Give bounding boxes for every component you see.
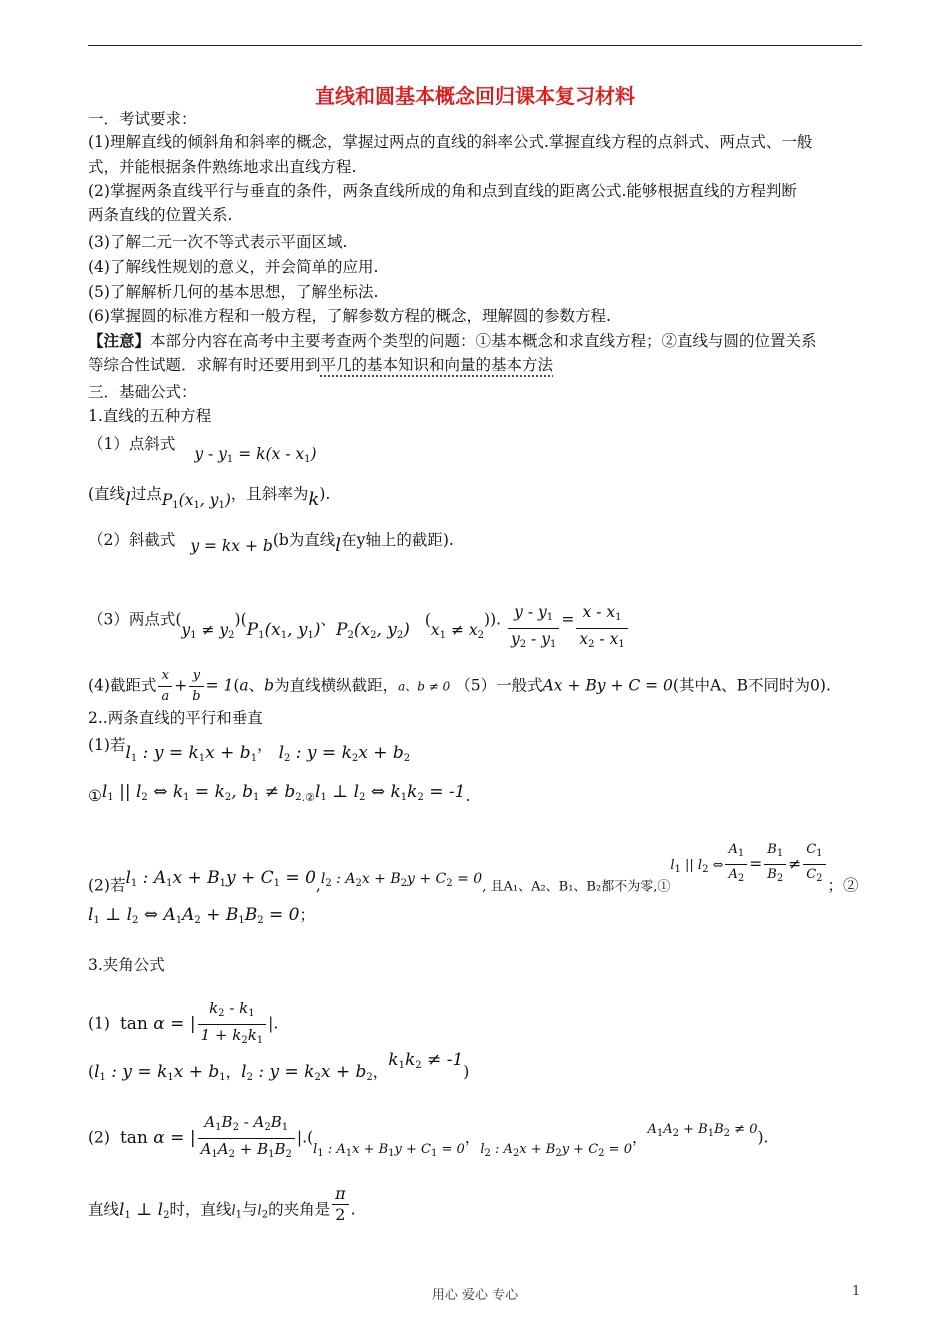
section3-heading: 三．基础公式：	[88, 383, 197, 401]
angle-formula-condition: ($l_1$ : $y = k_1x + b_1$，$l_2$ : $y = k_2x + b_2$，$k_1k_2 \ne -1$)	[88, 1050, 470, 1083]
requirement-line: (5)了解解析几何的基本思想，了解坐标法.	[88, 283, 379, 301]
subsection-title: 1.直线的五种方程	[88, 407, 212, 425]
formula-parallel-ratio: $\frac{A_1}{A_2}$	[725, 840, 747, 889]
formula-angle-general: $\frac{A_1B_2 - A_2B_1}{A_1A_2 + B_1B_2}$	[198, 1112, 295, 1165]
parallel-condition-line: (1)若$l_1$ : $y = k_1x + b_1$， $l_2$ : $y = k_2x + b_2$	[88, 736, 411, 764]
parallel-perpendicular-line: $①l_1$ || $l_2$ ⇔ $k_1 = k_2$, $b_1$ ≠ $b_2.②l_1$ ⊥ $l_2$ ⇔ $k_1k_2 = -1$.	[88, 782, 471, 805]
point-slope-line: （1）点斜式 $y - y_1 = k(x - x_1)$	[88, 435, 317, 465]
perpendicular-general-line: $l_1$ ⊥ $l_2$ ⇔ $A_1A_2 + B_1B_2 = 0$；	[88, 905, 315, 926]
note-line: 【注意】本部分内容在高考中主要考查两个类型的问题：①基本概念和求直线方程；②直线与圆的位置关系	[88, 331, 817, 350]
requirement-line: (3)了解二元一次不等式表示平面区域.	[88, 233, 348, 251]
point-slope-desc: (直线l过点$P_1(x_1$, $y_1$)，且斜率为k).	[88, 485, 331, 511]
requirement-line: 式，并能根据条件熟练地求出直线方程.	[88, 158, 357, 176]
note-label: 【注意】	[88, 331, 151, 350]
formula-pi-over-two: $\frac{\pi}{2}$	[332, 1184, 349, 1225]
section1-heading: 一．考试要求：	[88, 110, 197, 128]
angle-general-line: (2) tan α = | $\frac{A_1B_2 - A_2B_1}{A_1A_2 + B_1B_2}$ $|.(_{l_1 : A_1x + B_1y + C_1 = 0}$，$_{l_2 : A_2x + B_2y + C_2 = 0}$，$^{A_1A_2 + B_1B_2 \ne 0}$).	[88, 1112, 768, 1165]
two-point-line: （3）两点式$(y_1 \ne y_2)(P_1(x_1$, $y_1$)、$P_2(x_2$, $y_2$) $(x_1 \ne x_2)$). $\frac{y - y_1}{y_2 - y_1}$ = $\frac{x - x_1}{x_2 - x_1}$	[88, 594, 630, 647]
emphasis-text: 平几的基本知识和向量的基本方法	[320, 356, 554, 374]
requirement-line: (2)掌握两条直线平行与垂直的条件，两条直线所成的角和点到直线的距离公式.能够根据直线的方程判断	[88, 182, 797, 200]
formula-slope-intercept: y = kx + b	[190, 537, 273, 555]
note-line: 等综合性试题．求解有时还要用到平几的基本知识和向量的基本方法	[88, 356, 554, 374]
footer-text: 用心 爱心 专心	[431, 1288, 519, 1303]
requirement-line: 两条直线的位置关系.	[88, 206, 233, 224]
page-title: 直线和圆基本概念回归课本复习材料	[315, 84, 635, 108]
formula-general: Ax + By + C = 0	[542, 676, 673, 695]
formula-point-slope: $y - y_1 = k(x - x_1)$	[194, 445, 317, 465]
requirement-line: (1)理解直线的倾斜角和斜率的概念，掌握过两点的直线的斜率公式.掌握直线方程的点斜式、两点式、一般	[88, 133, 813, 151]
header-rule	[88, 45, 862, 46]
formula-two-point: $\frac{y - y_1}{y_2 - y_1}$	[508, 602, 559, 655]
general-form-condition-line: (2)若$l_1$ : $A_1x + B_1y + C_1 = 0,l_2$ : $A_2x + B_2y + C_2 = 0$, 且A₁、A₂、B₁、B₂都不为零,①$^{l_1 || l_2 \Leftrightarrow}$ $\frac{A_1}{A_2}$ = $\frac{B_1}{B_2}$ ≠ $\frac{C_1}{C_2}$ ；②	[88, 842, 859, 895]
page-number: 1	[852, 1284, 861, 1299]
intercept-general-line: (4)截距式 $\frac{x}{a}$ + $\frac{y}{b}$ = 1(a、b为直线横纵截距，a、b ≠ 0 （5）一般式Ax + By + C = 0(其中A、B不同时为0).	[88, 666, 831, 707]
slope-intercept-line: （2）斜截式 y = kx + b(b为直线l在y轴上的截距).	[88, 531, 454, 556]
perpendicular-angle-line: 直线$l_1$ ⊥ $l_2$时，直线$l_1$与$l_2$的夹角是 $\frac{\pi}{2}$ .	[88, 1184, 356, 1224]
requirement-line: (4)了解线性规划的意义，并会简单的应用.	[88, 258, 379, 276]
formula-intercept: $\frac{x}{a}$	[158, 666, 172, 707]
subsection-title: 2..两条直线的平行和垂直	[88, 709, 263, 727]
angle-formula-line: (1) tan α = | $\frac{k_2 - k_1}{1 + k_2k_1}$ |.	[88, 998, 278, 1051]
subsection-title: 3.夹角公式	[88, 956, 165, 974]
formula-angle-slope: $\frac{k_2 - k_1}{1 + k_2k_1}$	[198, 998, 267, 1051]
requirement-line: (6)掌握圆的标准方程和一般方程，了解参数方程的概念，理解圆的参数方程.	[88, 307, 611, 325]
